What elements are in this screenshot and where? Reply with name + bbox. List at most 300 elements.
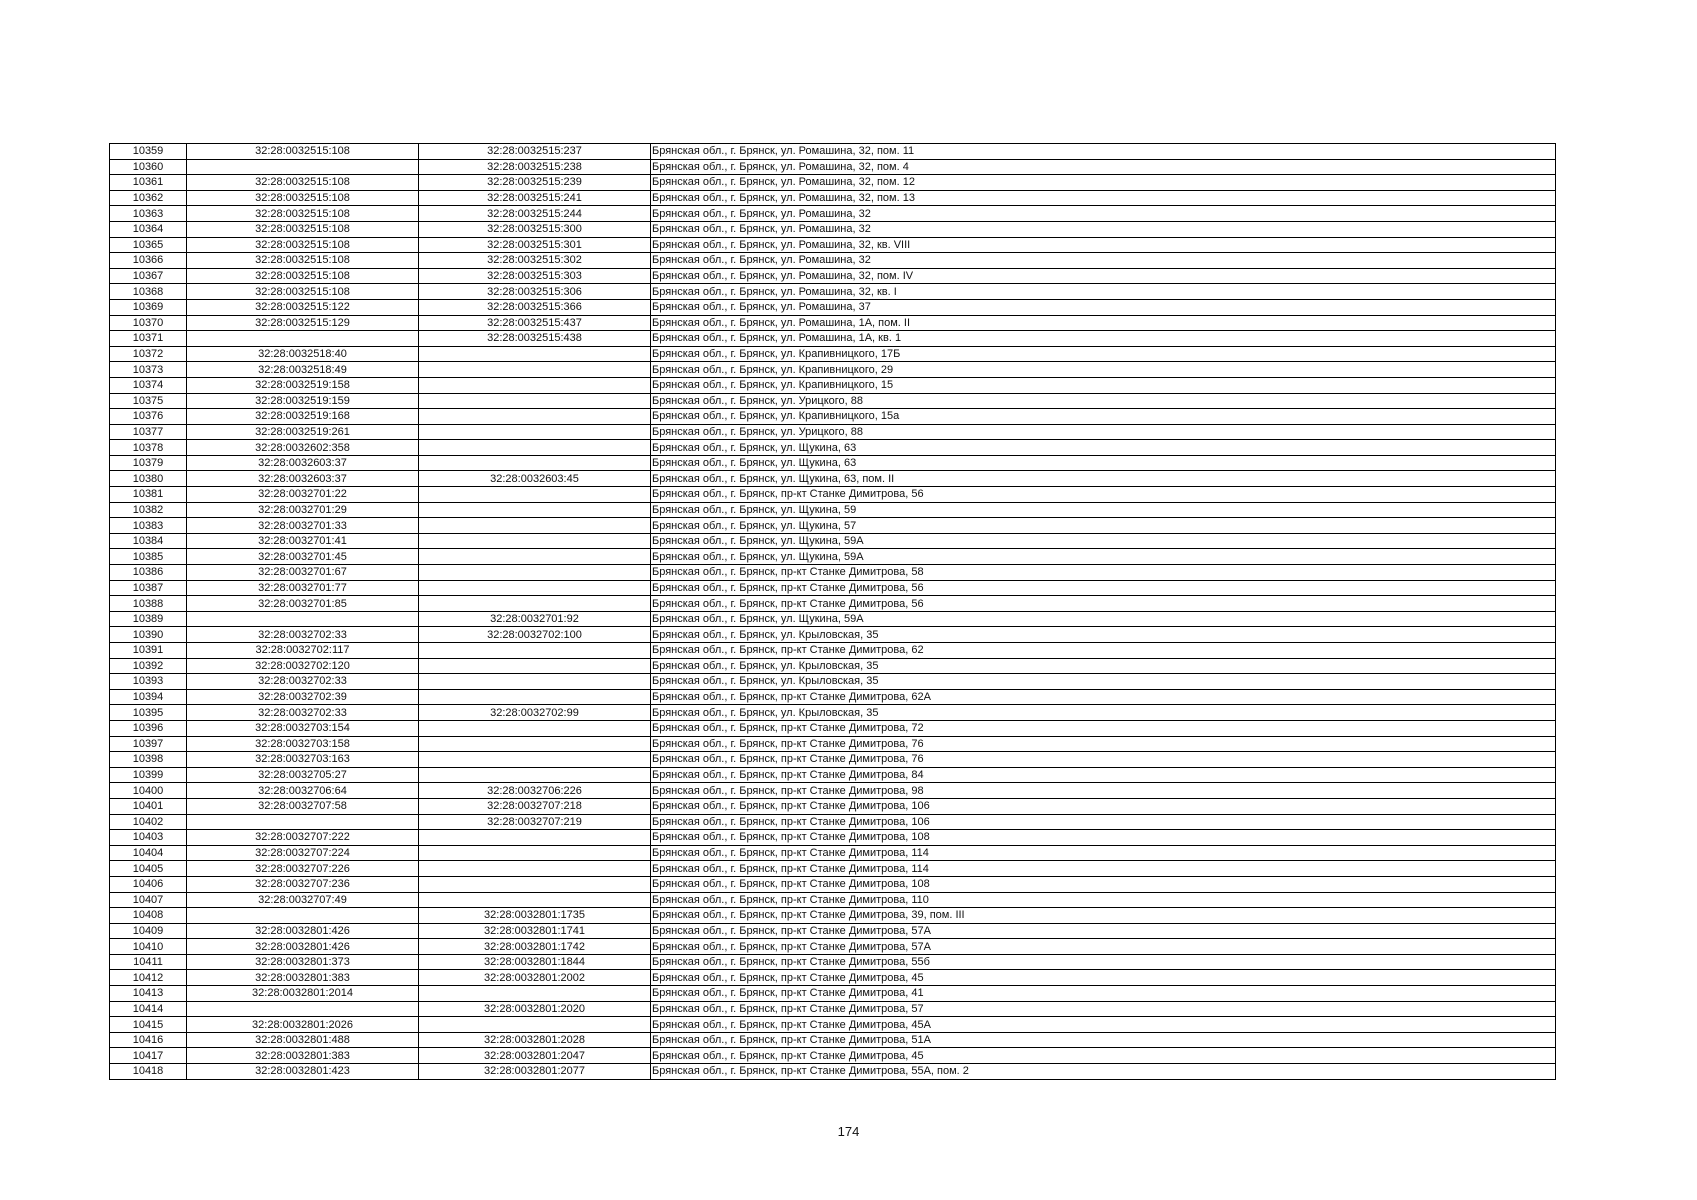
cadastral-number-cell <box>419 767 651 783</box>
parcel-number-cell: 32:28:0032707:49 <box>187 892 419 908</box>
cadastral-number-cell <box>419 830 651 846</box>
row-number-cell: 10385 <box>110 549 187 565</box>
row-number-cell: 10407 <box>110 892 187 908</box>
address-cell: Брянская обл., г. Брянск, пр-кт Станке Димитрова, 114 <box>651 845 1556 861</box>
row-number-cell: 10392 <box>110 658 187 674</box>
address-cell: Брянская обл., г. Брянск, пр-кт Станке Димитрова, 76 <box>651 752 1556 768</box>
row-number-cell: 10416 <box>110 1032 187 1048</box>
parcel-number-cell <box>187 814 419 830</box>
cadastral-number-cell <box>419 409 651 425</box>
parcel-number-cell: 32:28:0032515:108 <box>187 253 419 269</box>
table-body <box>110 144 1556 1080</box>
address-cell: Брянская обл., г. Брянск, пр-кт Станке Димитрова, 114 <box>651 861 1556 877</box>
address-cell: Брянская обл., г. Брянск, пр-кт Станке Димитрова, 56 <box>651 487 1556 503</box>
address-cell: Брянская обл., г. Брянск, ул. Щукина, 59А <box>651 549 1556 565</box>
row-number-cell: 10376 <box>110 409 187 425</box>
row-number-cell: 10395 <box>110 705 187 721</box>
table-row <box>110 175 1556 191</box>
address-cell: Брянская обл., г. Брянск, ул. Крапивницкого, 15 <box>651 377 1556 393</box>
table-row <box>110 970 1556 986</box>
parcel-number-cell: 32:28:0032801:2026 <box>187 1017 419 1033</box>
page-number: 174 <box>837 1124 860 1139</box>
table-row <box>110 221 1556 237</box>
row-number-cell: 10412 <box>110 970 187 986</box>
row-number-cell: 10418 <box>110 1064 187 1080</box>
table-row <box>110 861 1556 877</box>
address-cell: Брянская обл., г. Брянск, ул. Крапивницкого, 29 <box>651 362 1556 378</box>
table-row <box>110 798 1556 814</box>
row-number-cell: 10414 <box>110 1001 187 1017</box>
table-row <box>110 892 1556 908</box>
address-cell: Брянская обл., г. Брянск, пр-кт Станке Димитрова, 58 <box>651 565 1556 581</box>
address-cell: Брянская обл., г. Брянск, ул. Ромашина, 1А, пом. II <box>651 315 1556 331</box>
row-number-cell: 10381 <box>110 487 187 503</box>
address-cell: Брянская обл., г. Брянск, пр-кт Станке Димитрова, 45А <box>651 1017 1556 1033</box>
parcel-number-cell <box>187 908 419 924</box>
row-number-cell: 10362 <box>110 190 187 206</box>
row-number-cell: 10391 <box>110 643 187 659</box>
address-cell: Брянская обл., г. Брянск, пр-кт Станке Димитрова, 45 <box>651 970 1556 986</box>
cadastral-number-cell: 32:28:0032801:1741 <box>419 923 651 939</box>
parcel-number-cell: 32:28:0032515:108 <box>187 190 419 206</box>
address-cell: Брянская обл., г. Брянск, ул. Крапивницкого, 15а <box>651 409 1556 425</box>
row-number-cell: 10377 <box>110 424 187 440</box>
address-cell: Брянская обл., г. Брянск, пр-кт Станке Димитрова, 106 <box>651 814 1556 830</box>
parcel-number-cell: 32:28:0032603:37 <box>187 471 419 487</box>
parcel-number-cell: 32:28:0032515:108 <box>187 175 419 191</box>
cadastral-number-cell: 32:28:0032515:301 <box>419 237 651 253</box>
parcel-number-cell: 32:28:0032707:224 <box>187 845 419 861</box>
row-number-cell: 10375 <box>110 393 187 409</box>
table-row <box>110 518 1556 534</box>
parcel-number-cell: 32:28:0032515:108 <box>187 206 419 222</box>
parcel-number-cell: 32:28:0032707:236 <box>187 876 419 892</box>
table-row <box>110 346 1556 362</box>
cadastral-number-cell: 32:28:0032515:303 <box>419 268 651 284</box>
cadastral-number-cell <box>419 720 651 736</box>
address-cell: Брянская обл., г. Брянск, ул. Крыловская, 35 <box>651 658 1556 674</box>
cadastral-number-cell: 32:28:0032801:2077 <box>419 1064 651 1080</box>
property-register-table <box>109 143 1556 1080</box>
row-number-cell: 10379 <box>110 455 187 471</box>
table-row <box>110 284 1556 300</box>
address-cell: Брянская обл., г. Брянск, пр-кт Станке Димитрова, 108 <box>651 830 1556 846</box>
cadastral-number-cell: 32:28:0032801:1844 <box>419 954 651 970</box>
table-row <box>110 549 1556 565</box>
parcel-number-cell: 32:28:0032707:226 <box>187 861 419 877</box>
address-cell: Брянская обл., г. Брянск, ул. Ромашина, 1А, кв. 1 <box>651 331 1556 347</box>
row-number-cell: 10386 <box>110 565 187 581</box>
table-row <box>110 393 1556 409</box>
address-cell: Брянская обл., г. Брянск, пр-кт Станке Димитрова, 62А <box>651 689 1556 705</box>
row-number-cell: 10415 <box>110 1017 187 1033</box>
table-row <box>110 627 1556 643</box>
parcel-number-cell: 32:28:0032702:39 <box>187 689 419 705</box>
table-row <box>110 954 1556 970</box>
table-row <box>110 643 1556 659</box>
address-cell: Брянская обл., г. Брянск, пр-кт Станке Димитрова, 41 <box>651 986 1556 1002</box>
parcel-number-cell: 32:28:0032518:49 <box>187 362 419 378</box>
address-cell: Брянская обл., г. Брянск, пр-кт Станке Димитрова, 45 <box>651 1048 1556 1064</box>
row-number-cell: 10388 <box>110 596 187 612</box>
cadastral-number-cell <box>419 752 651 768</box>
address-cell: Брянская обл., г. Брянск, пр-кт Станке Димитрова, 108 <box>651 876 1556 892</box>
parcel-number-cell: 32:28:0032705:27 <box>187 767 419 783</box>
address-cell: Брянская обл., г. Брянск, пр-кт Станке Димитрова, 72 <box>651 720 1556 736</box>
table-row <box>110 705 1556 721</box>
cadastral-number-cell: 32:28:0032515:244 <box>419 206 651 222</box>
parcel-number-cell: 32:28:0032701:22 <box>187 487 419 503</box>
cadastral-number-cell <box>419 533 651 549</box>
cadastral-number-cell <box>419 362 651 378</box>
cadastral-number-cell: 32:28:0032707:218 <box>419 798 651 814</box>
cadastral-number-cell <box>419 565 651 581</box>
address-cell: Брянская обл., г. Брянск, ул. Щукина, 57 <box>651 518 1556 534</box>
address-cell: Брянская обл., г. Брянск, ул. Ромашина, 37 <box>651 299 1556 315</box>
table-row <box>110 237 1556 253</box>
row-number-cell: 10409 <box>110 923 187 939</box>
parcel-number-cell: 32:28:0032519:261 <box>187 424 419 440</box>
cadastral-number-cell <box>419 845 651 861</box>
row-number-cell: 10373 <box>110 362 187 378</box>
address-cell: Брянская обл., г. Брянск, ул. Щукина, 63 <box>651 440 1556 456</box>
parcel-number-cell: 32:28:0032801:426 <box>187 923 419 939</box>
cadastral-number-cell: 32:28:0032706:226 <box>419 783 651 799</box>
cadastral-number-cell: 32:28:0032515:366 <box>419 299 651 315</box>
row-number-cell: 10364 <box>110 221 187 237</box>
parcel-number-cell: 32:28:0032519:168 <box>187 409 419 425</box>
address-cell: Брянская обл., г. Брянск, пр-кт Станке Димитрова, 110 <box>651 892 1556 908</box>
parcel-number-cell: 32:28:0032801:426 <box>187 939 419 955</box>
cadastral-number-cell <box>419 674 651 690</box>
address-cell: Брянская обл., г. Брянск, ул. Щукина, 59А <box>651 533 1556 549</box>
address-cell: Брянская обл., г. Брянск, ул. Ромашина, 32, кв. VIII <box>651 237 1556 253</box>
table-row <box>110 409 1556 425</box>
table-row <box>110 830 1556 846</box>
row-number-cell: 10383 <box>110 518 187 534</box>
address-cell: Брянская обл., г. Брянск, пр-кт Станке Димитрова, 56 <box>651 580 1556 596</box>
table-row <box>110 268 1556 284</box>
cadastral-number-cell: 32:28:0032515:239 <box>419 175 651 191</box>
table-row <box>110 362 1556 378</box>
table-row <box>110 377 1556 393</box>
row-number-cell: 10378 <box>110 440 187 456</box>
parcel-number-cell: 32:28:0032701:33 <box>187 518 419 534</box>
row-number-cell: 10398 <box>110 752 187 768</box>
table-row <box>110 596 1556 612</box>
row-number-cell: 10369 <box>110 299 187 315</box>
table-row <box>110 986 1556 1002</box>
row-number-cell: 10405 <box>110 861 187 877</box>
parcel-number-cell: 32:28:0032515:108 <box>187 237 419 253</box>
parcel-number-cell: 32:28:0032603:37 <box>187 455 419 471</box>
table-row <box>110 658 1556 674</box>
table-row <box>110 502 1556 518</box>
address-cell: Брянская обл., г. Брянск, ул. Крыловская, 35 <box>651 674 1556 690</box>
parcel-number-cell: 32:28:0032702:33 <box>187 627 419 643</box>
address-cell: Брянская обл., г. Брянск, ул. Урицкого, 88 <box>651 424 1556 440</box>
table-row <box>110 533 1556 549</box>
row-number-cell: 10404 <box>110 845 187 861</box>
parcel-number-cell: 32:28:0032519:158 <box>187 377 419 393</box>
address-cell: Брянская обл., г. Брянск, пр-кт Станке Димитрова, 55А, пом. 2 <box>651 1064 1556 1080</box>
row-number-cell: 10368 <box>110 284 187 300</box>
address-cell: Брянская обл., г. Брянск, пр-кт Станке Димитрова, 84 <box>651 767 1556 783</box>
row-number-cell: 10406 <box>110 876 187 892</box>
row-number-cell: 10382 <box>110 502 187 518</box>
parcel-number-cell: 32:28:0032515:108 <box>187 284 419 300</box>
table-row <box>110 190 1556 206</box>
cadastral-number-cell <box>419 643 651 659</box>
cadastral-number-cell: 32:28:0032701:92 <box>419 611 651 627</box>
cadastral-number-cell: 32:28:0032801:2028 <box>419 1032 651 1048</box>
table-row <box>110 424 1556 440</box>
table-row <box>110 611 1556 627</box>
row-number-cell: 10380 <box>110 471 187 487</box>
parcel-number-cell: 32:28:0032702:117 <box>187 643 419 659</box>
parcel-number-cell <box>187 1001 419 1017</box>
address-cell: Брянская обл., г. Брянск, ул. Щукина, 63, пом. II <box>651 471 1556 487</box>
address-cell: Брянская обл., г. Брянск, ул. Ромашина, 32, пом. IV <box>651 268 1556 284</box>
parcel-number-cell: 32:28:0032801:383 <box>187 970 419 986</box>
cadastral-number-cell: 32:28:0032515:241 <box>419 190 651 206</box>
table-row <box>110 331 1556 347</box>
cadastral-number-cell: 32:28:0032801:2002 <box>419 970 651 986</box>
cadastral-number-cell <box>419 393 651 409</box>
parcel-number-cell: 32:28:0032801:423 <box>187 1064 419 1080</box>
cadastral-number-cell: 32:28:0032515:302 <box>419 253 651 269</box>
parcel-number-cell: 32:28:0032801:383 <box>187 1048 419 1064</box>
table-row <box>110 876 1556 892</box>
row-number-cell: 10371 <box>110 331 187 347</box>
cadastral-number-cell <box>419 689 651 705</box>
table-row <box>110 814 1556 830</box>
row-number-cell: 10360 <box>110 159 187 175</box>
parcel-number-cell <box>187 159 419 175</box>
table-row <box>110 471 1556 487</box>
parcel-number-cell: 32:28:0032701:45 <box>187 549 419 565</box>
row-number-cell: 10399 <box>110 767 187 783</box>
table-row <box>110 565 1556 581</box>
parcel-number-cell: 32:28:0032801:488 <box>187 1032 419 1048</box>
address-cell: Брянская обл., г. Брянск, ул. Ромашина, 32, пом. 12 <box>651 175 1556 191</box>
address-cell: Брянская обл., г. Брянск, ул. Щукина, 63 <box>651 455 1556 471</box>
address-cell: Брянская обл., г. Брянск, пр-кт Станке Димитрова, 39, пом. III <box>651 908 1556 924</box>
cadastral-number-cell <box>419 424 651 440</box>
table-row <box>110 253 1556 269</box>
parcel-number-cell: 32:28:0032515:108 <box>187 221 419 237</box>
address-cell: Брянская обл., г. Брянск, пр-кт Станке Димитрова, 55б <box>651 954 1556 970</box>
cadastral-number-cell <box>419 487 651 503</box>
row-number-cell: 10361 <box>110 175 187 191</box>
row-number-cell: 10410 <box>110 939 187 955</box>
cadastral-number-cell <box>419 346 651 362</box>
row-number-cell: 10401 <box>110 798 187 814</box>
parcel-number-cell: 32:28:0032707:222 <box>187 830 419 846</box>
address-cell: Брянская обл., г. Брянск, пр-кт Станке Димитрова, 62 <box>651 643 1556 659</box>
table-row <box>110 440 1556 456</box>
address-cell: Брянская обл., г. Брянск, пр-кт Станке Димитрова, 56 <box>651 596 1556 612</box>
cadastral-number-cell <box>419 502 651 518</box>
cadastral-number-cell: 32:28:0032515:306 <box>419 284 651 300</box>
parcel-number-cell: 32:28:0032701:41 <box>187 533 419 549</box>
cadastral-number-cell: 32:28:0032515:300 <box>419 221 651 237</box>
cadastral-number-cell: 32:28:0032801:1742 <box>419 939 651 955</box>
cadastral-number-cell <box>419 1017 651 1033</box>
parcel-number-cell: 32:28:0032702:120 <box>187 658 419 674</box>
row-number-cell: 10400 <box>110 783 187 799</box>
parcel-number-cell: 32:28:0032515:108 <box>187 144 419 160</box>
parcel-number-cell: 32:28:0032703:154 <box>187 720 419 736</box>
cadastral-number-cell <box>419 440 651 456</box>
table-row <box>110 674 1556 690</box>
table-row <box>110 1001 1556 1017</box>
row-number-cell: 10365 <box>110 237 187 253</box>
row-number-cell: 10402 <box>110 814 187 830</box>
address-cell: Брянская обл., г. Брянск, ул. Ромашина, 32 <box>651 221 1556 237</box>
parcel-number-cell <box>187 331 419 347</box>
row-number-cell: 10393 <box>110 674 187 690</box>
cadastral-number-cell: 32:28:0032603:45 <box>419 471 651 487</box>
table-row <box>110 767 1556 783</box>
parcel-number-cell: 32:28:0032702:33 <box>187 705 419 721</box>
table-row <box>110 736 1556 752</box>
parcel-number-cell: 32:28:0032701:29 <box>187 502 419 518</box>
row-number-cell: 10384 <box>110 533 187 549</box>
table-row <box>110 908 1556 924</box>
address-cell: Брянская обл., г. Брянск, ул. Ромашина, 32, пом. 13 <box>651 190 1556 206</box>
table-row <box>110 1017 1556 1033</box>
table-row <box>110 1032 1556 1048</box>
parcel-number-cell: 32:28:0032602:358 <box>187 440 419 456</box>
cadastral-number-cell <box>419 986 651 1002</box>
parcel-number-cell: 32:28:0032515:129 <box>187 315 419 331</box>
address-cell: Брянская обл., г. Брянск, ул. Ромашина, 32, кв. I <box>651 284 1556 300</box>
table-row <box>110 299 1556 315</box>
table-row <box>110 923 1556 939</box>
table-row <box>110 689 1556 705</box>
cadastral-number-cell: 32:28:0032702:99 <box>419 705 651 721</box>
table-row <box>110 783 1556 799</box>
row-number-cell: 10403 <box>110 830 187 846</box>
address-cell: Брянская обл., г. Брянск, пр-кт Станке Димитрова, 57А <box>651 939 1556 955</box>
cadastral-number-cell <box>419 518 651 534</box>
table-row <box>110 206 1556 222</box>
row-number-cell: 10411 <box>110 954 187 970</box>
address-cell: Брянская обл., г. Брянск, пр-кт Станке Димитрова, 57А <box>651 923 1556 939</box>
cadastral-number-cell <box>419 892 651 908</box>
address-cell: Брянская обл., г. Брянск, пр-кт Станке Димитрова, 51А <box>651 1032 1556 1048</box>
row-number-cell: 10374 <box>110 377 187 393</box>
table-row <box>110 1064 1556 1080</box>
table-row <box>110 580 1556 596</box>
parcel-number-cell: 32:28:0032515:122 <box>187 299 419 315</box>
cadastral-number-cell <box>419 736 651 752</box>
row-number-cell: 10413 <box>110 986 187 1002</box>
row-number-cell: 10389 <box>110 611 187 627</box>
address-cell: Брянская обл., г. Брянск, пр-кт Станке Димитрова, 98 <box>651 783 1556 799</box>
address-cell: Брянская обл., г. Брянск, ул. Ромашина, 32, пом. 4 <box>651 159 1556 175</box>
cadastral-number-cell: 32:28:0032801:2047 <box>419 1048 651 1064</box>
table-row <box>110 939 1556 955</box>
cadastral-number-cell: 32:28:0032707:219 <box>419 814 651 830</box>
address-cell: Брянская обл., г. Брянск, пр-кт Станке Димитрова, 57 <box>651 1001 1556 1017</box>
address-cell: Брянская обл., г. Брянск, ул. Ромашина, 32 <box>651 253 1556 269</box>
parcel-number-cell: 32:28:0032702:33 <box>187 674 419 690</box>
parcel-number-cell: 32:28:0032706:64 <box>187 783 419 799</box>
parcel-number-cell: 32:28:0032701:67 <box>187 565 419 581</box>
table-row <box>110 845 1556 861</box>
address-cell: Брянская обл., г. Брянск, ул. Ромашина, 32, пом. 11 <box>651 144 1556 160</box>
cadastral-number-cell: 32:28:0032801:1735 <box>419 908 651 924</box>
table-row <box>110 720 1556 736</box>
row-number-cell: 10394 <box>110 689 187 705</box>
cadastral-number-cell: 32:28:0032515:237 <box>419 144 651 160</box>
address-cell: Брянская обл., г. Брянск, пр-кт Станке Димитрова, 76 <box>651 736 1556 752</box>
row-number-cell: 10396 <box>110 720 187 736</box>
row-number-cell: 10397 <box>110 736 187 752</box>
table-row <box>110 159 1556 175</box>
address-cell: Брянская обл., г. Брянск, ул. Урицкого, 88 <box>651 393 1556 409</box>
address-cell: Брянская обл., г. Брянск, ул. Крыловская, 35 <box>651 705 1556 721</box>
cadastral-number-cell: 32:28:0032515:438 <box>419 331 651 347</box>
parcel-number-cell: 32:28:0032515:108 <box>187 268 419 284</box>
parcel-number-cell: 32:28:0032701:77 <box>187 580 419 596</box>
table-row <box>110 315 1556 331</box>
table-row <box>110 455 1556 471</box>
parcel-number-cell: 32:28:0032701:85 <box>187 596 419 612</box>
cadastral-number-cell: 32:28:0032702:100 <box>419 627 651 643</box>
parcel-number-cell: 32:28:0032703:158 <box>187 736 419 752</box>
cadastral-number-cell <box>419 596 651 612</box>
parcel-number-cell: 32:28:0032703:163 <box>187 752 419 768</box>
table-row <box>110 144 1556 160</box>
row-number-cell: 10417 <box>110 1048 187 1064</box>
cadastral-number-cell <box>419 377 651 393</box>
address-cell: Брянская обл., г. Брянск, ул. Ромашина, 32 <box>651 206 1556 222</box>
cadastral-number-cell <box>419 455 651 471</box>
parcel-number-cell <box>187 611 419 627</box>
cadastral-number-cell <box>419 549 651 565</box>
table-row <box>110 487 1556 503</box>
cadastral-number-cell <box>419 876 651 892</box>
parcel-number-cell: 32:28:0032801:373 <box>187 954 419 970</box>
table-row <box>110 752 1556 768</box>
row-number-cell: 10390 <box>110 627 187 643</box>
row-number-cell: 10367 <box>110 268 187 284</box>
parcel-number-cell: 32:28:0032707:58 <box>187 798 419 814</box>
address-cell: Брянская обл., г. Брянск, ул. Щукина, 59А <box>651 611 1556 627</box>
row-number-cell: 10366 <box>110 253 187 269</box>
row-number-cell: 10363 <box>110 206 187 222</box>
address-cell: Брянская обл., г. Брянск, ул. Крапивницкого, 17Б <box>651 346 1556 362</box>
parcel-number-cell: 32:28:0032519:159 <box>187 393 419 409</box>
table-row <box>110 1048 1556 1064</box>
address-cell: Брянская обл., г. Брянск, ул. Крыловская, 35 <box>651 627 1556 643</box>
cadastral-number-cell <box>419 861 651 877</box>
cadastral-number-cell <box>419 580 651 596</box>
cadastral-number-cell: 32:28:0032515:238 <box>419 159 651 175</box>
address-cell: Брянская обл., г. Брянск, пр-кт Станке Димитрова, 106 <box>651 798 1556 814</box>
row-number-cell: 10370 <box>110 315 187 331</box>
cadastral-number-cell <box>419 658 651 674</box>
address-cell: Брянская обл., г. Брянск, ул. Щукина, 59 <box>651 502 1556 518</box>
cadastral-number-cell: 32:28:0032801:2020 <box>419 1001 651 1017</box>
row-number-cell: 10408 <box>110 908 187 924</box>
row-number-cell: 10387 <box>110 580 187 596</box>
cadastral-number-cell: 32:28:0032515:437 <box>419 315 651 331</box>
parcel-number-cell: 32:28:0032518:40 <box>187 346 419 362</box>
